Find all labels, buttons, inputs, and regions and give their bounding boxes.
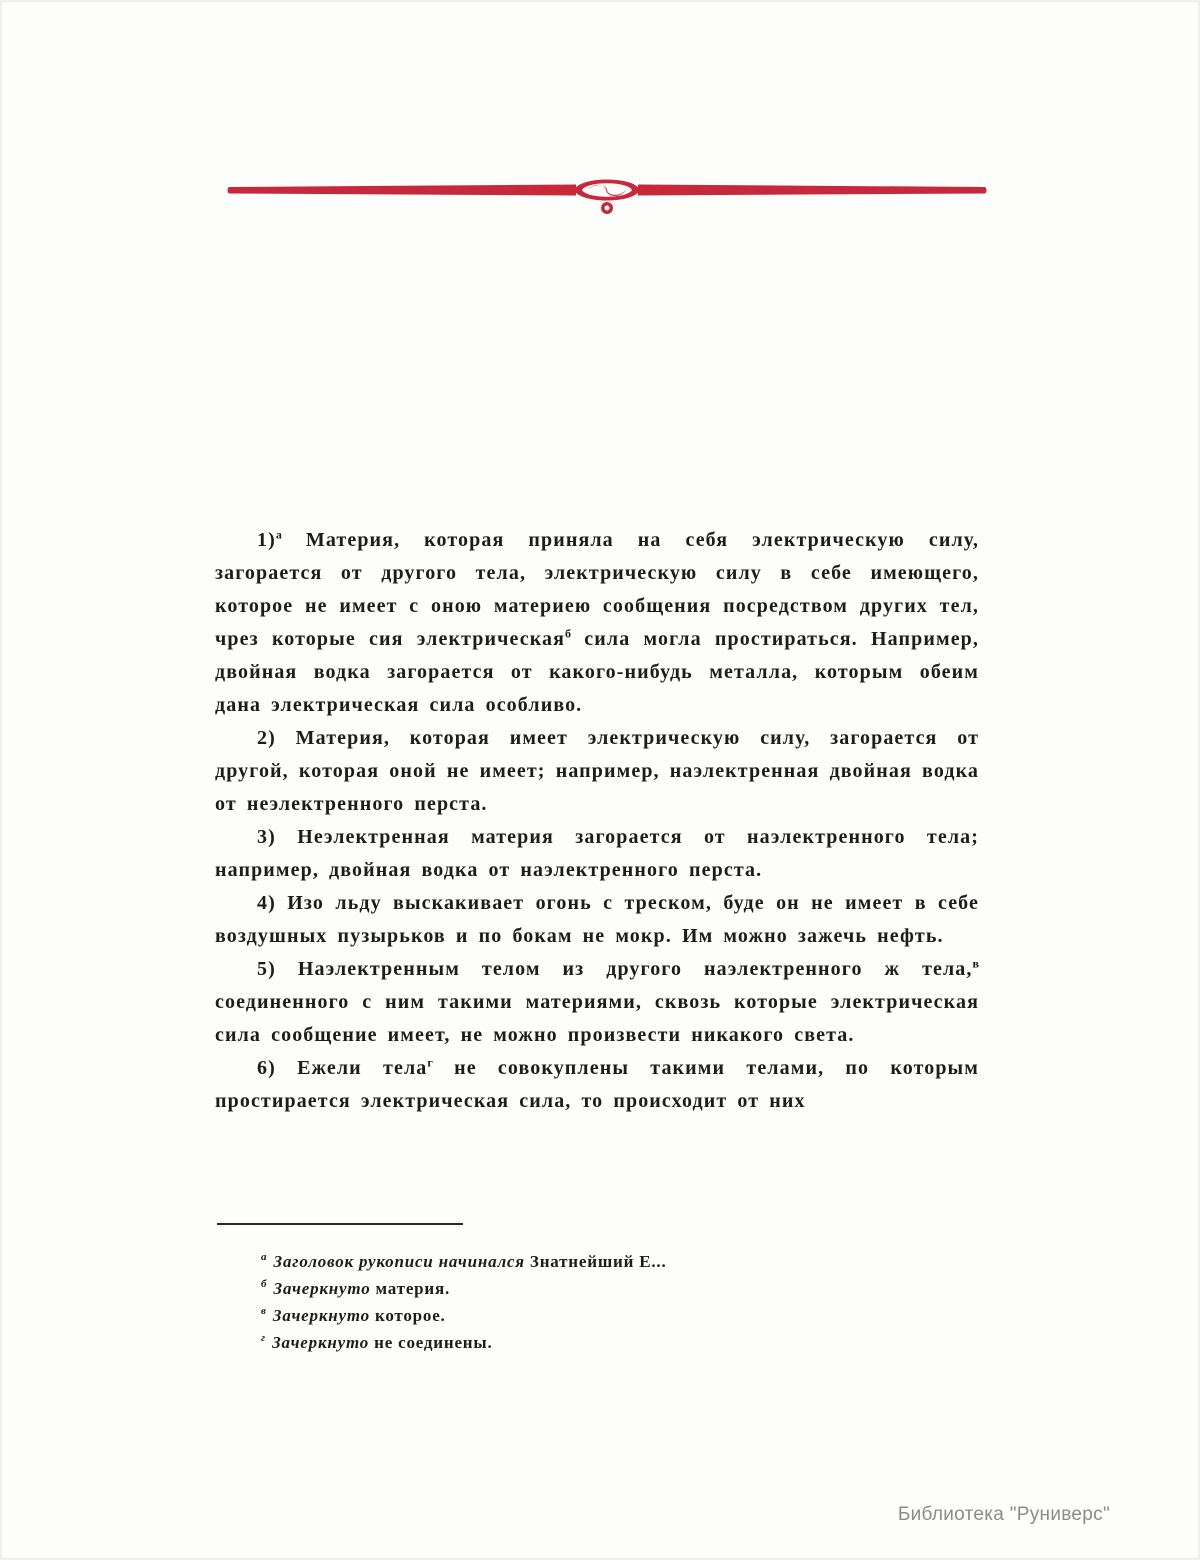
footnote-text: которое. (374, 1306, 446, 1325)
footnote-marker: а (261, 1251, 267, 1264)
footnote (217, 1248, 981, 1275)
footnote-text: Знатнейший Е... (529, 1252, 667, 1271)
footnote-marker: в (261, 1305, 266, 1318)
footnote-lead: Зачеркнуто (272, 1333, 375, 1352)
footnote-marker: а (275, 527, 282, 542)
footnote-marker: б (565, 626, 572, 641)
footnote-lead: Зачеркнуто (273, 1279, 376, 1298)
footnote-lead: Заголовок рукописи начинался (273, 1252, 530, 1271)
footnote-marker: г (427, 1055, 433, 1070)
paragraph: 3) Неэлектренная материя загорается от наэлектренного тела; например, двойная водка от наэлектренного перста. (215, 826, 979, 881)
footnote (217, 1275, 981, 1302)
footnote-marker: б (261, 1278, 267, 1291)
footnote-marker: г (261, 1332, 266, 1345)
footnote-separator (217, 1223, 463, 1225)
paragraph: 2) Материя, которая имеет электрическую силу, загорается от другой, которая оной не имеет; например, наэлектренная двойная водка от неэлектренного перста. (215, 727, 979, 815)
footnotes (217, 1248, 981, 1356)
body-text (215, 524, 979, 1118)
paragraph: 6) Ежели тела$^г$ не совокуплены такими телами, по которым простирается электрическая сила, то происходит от них (215, 1055, 979, 1112)
paragraph: 1)$^а$ Материя, которая приняла на себя электрическую силу, загорается от другого тела, электрическую силу в себе имеющего, которое не имеет с оною материею сообщения посредством других тел, чрез которые сия электрическая$^б$ сила могла простираться. Например, двойная водка загорается от какого-нибудь металла, которым обеим дана электрическая сила особливо. (215, 527, 979, 716)
footnote (217, 1329, 981, 1356)
decorative-rule (226, 172, 988, 218)
watermark: Библиотека "Руниверс" (897, 1504, 1110, 1525)
footnote-text: материя. (375, 1279, 451, 1298)
footnote-marker: в (972, 956, 979, 971)
footnote-lead: Зачеркнуто (272, 1306, 375, 1325)
decorative-rule-icon (226, 172, 988, 218)
footnote (217, 1302, 981, 1329)
paragraph: 4) Изо льду выскакивает огонь с треском, буде он не имеет в себе воздушных пузырьков и по бокам не мокр. Им можно зажечь нефть. (215, 892, 979, 947)
paragraph: 5) Наэлектренным телом из другого наэлектренного ж тела,$^в$ соединенного с ним такими материями, сквозь которые электрическая сила сообщение имеет, не можно произвести никакого света. (215, 956, 979, 1046)
footnote-text: не соединены. (374, 1333, 493, 1352)
